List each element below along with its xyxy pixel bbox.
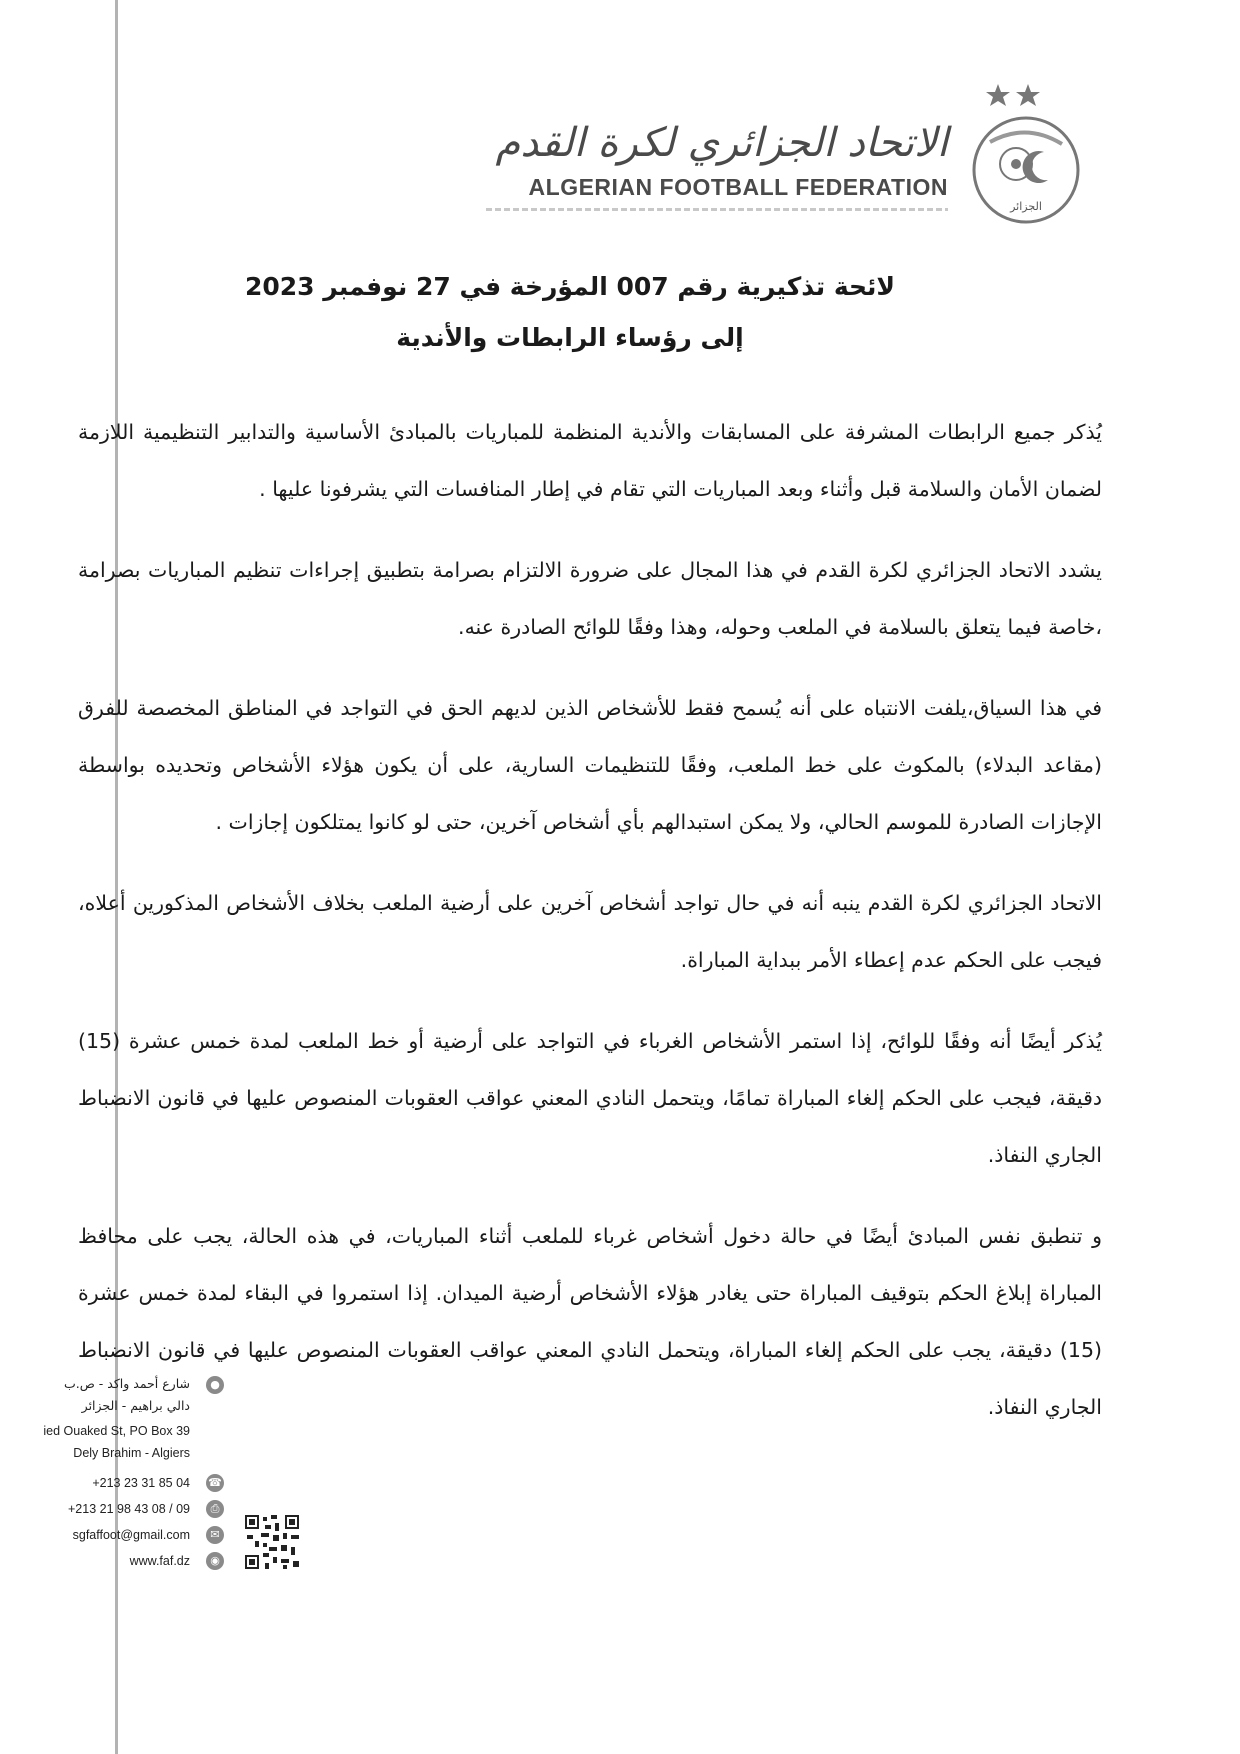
address-english-line1: ied Ouaked St, PO Box 39	[43, 1424, 190, 1438]
memo-recipients: إلى رؤساء الرابطات والأندية	[396, 323, 744, 352]
paragraph-2: يشدد الاتحاد الجزائري لكرة القدم في هذا المجال على ضرورة الالتزام بصرامة بتطبيق إجراءات تنظيم المباريات بصرامة ،خاصة فيما يتعلق بالسلامة في الملعب وحوله، وهذا وفقًا للوائح الصادرة عنه.	[78, 558, 1102, 639]
email-address[interactable]: sgfaffoot@gmail.com	[72, 1528, 190, 1542]
phone-number: +213 23 31 85 04	[92, 1476, 190, 1490]
qr-code	[243, 1513, 301, 1571]
faf-emblem-logo	[962, 82, 1090, 232]
paragraph-4: الاتحاد الجزائري لكرة القدم ينبه أنه في حال تواجد أشخاص آخرين على أرضية الملعب بخلاف الأشخاص المذكورين أعلاه، فيجب على الحكم عدم إعطاء الأمر ببداية المباراة.	[78, 891, 1102, 972]
phone-icon: ☎	[206, 1474, 224, 1492]
address-english-line2: Dely Brahim - Algiers	[73, 1446, 190, 1460]
fax-number: +213 21 98 43 08 / 09	[68, 1502, 190, 1516]
email-icon: ✉	[206, 1526, 224, 1544]
memo-title: لائحة تذكيرية رقم 007 المؤرخة في 27 نوفمبر 2023	[244, 272, 896, 301]
federation-name-arabic: الاتحاد الجزائري لكرة القدم	[495, 120, 948, 166]
address-arabic-line1: شارع أحمد واكد - ص.ب	[63, 1376, 190, 1391]
address-arabic-line2: دالي براهيم - الجزائر	[81, 1398, 190, 1413]
star-icon	[986, 84, 1010, 106]
contact-footer	[20, 1376, 235, 1676]
memo-body	[78, 404, 1102, 1460]
emblem-caption: الجزائر	[1010, 200, 1042, 213]
paragraph-1: يُذكر جميع الرابطات المشرفة على المسابقات والأندية المنظمة للمباريات بالمبادئ الأساسية والتدابير التنظيمية اللازمة لضمان الأمان والسلامة قبل وأثناء وبعد المباريات التي تقام في إطار المنافسات التي يشرفونا عليها .	[78, 420, 1102, 501]
star-icon	[1016, 84, 1040, 106]
letterhead	[470, 82, 1090, 242]
letterhead-divider	[486, 208, 948, 211]
website-link[interactable]: www.faf.dz	[129, 1554, 190, 1568]
federation-name-english: ALGERIAN FOOTBALL FEDERATION	[528, 174, 948, 200]
location-icon: ●	[206, 1376, 224, 1394]
web-icon: ◉	[206, 1552, 224, 1570]
fax-icon: ⎙	[206, 1500, 224, 1518]
paragraph-6: و تنطبق نفس المبادئ أيضًا في حالة دخول أشخاص غرباء للملعب أثناء المباريات، في هذه الحالة، يجب على محافظ المباراة إبلاغ الحكم بتوقيف المباراة حتى يغادر هؤلاء الأشخاص أرضية الميدان. إذا استمروا في البقاء لمدة خمس عشرة (15) دقيقة، يجب على الحكم إلغاء المباراة، ويتحمل النادي المعني عواقب العقوبات المنصوص عليها في قانون الانضباط الجاري النفاذ.	[78, 1224, 1102, 1419]
paragraph-3: في هذا السياق،يلفت الانتباه على أنه يُسمح فقط للأشخاص الذين لديهم الحق في التواجد في المناطق المخصصة للفرق (مقاعد البدلاء) بالمكوث على خط الملعب، وفقًا للتنظيمات السارية، على أن يكون هؤلاء الأشخاص وتحديده بواسطة الإجازات الصادرة للموسم الحالي، ولا يمكن استبدالهم بأي أشخاص آخرين، حتى لو كانوا يمتلكون إجازات .	[78, 696, 1102, 834]
paragraph-5: يُذكر أيضًا أنه وفقًا للوائح، إذا استمر الأشخاص الغرباء في التواجد على أرضية أو خط الملعب لمدة خمس عشرة (15) دقيقة، فيجب على الحكم إلغاء المباراة تمامًا، ويتحمل النادي المعني عواقب العقوبات المنصوص عليها في قانون الانضباط الجاري النفاذ.	[78, 1029, 1102, 1167]
